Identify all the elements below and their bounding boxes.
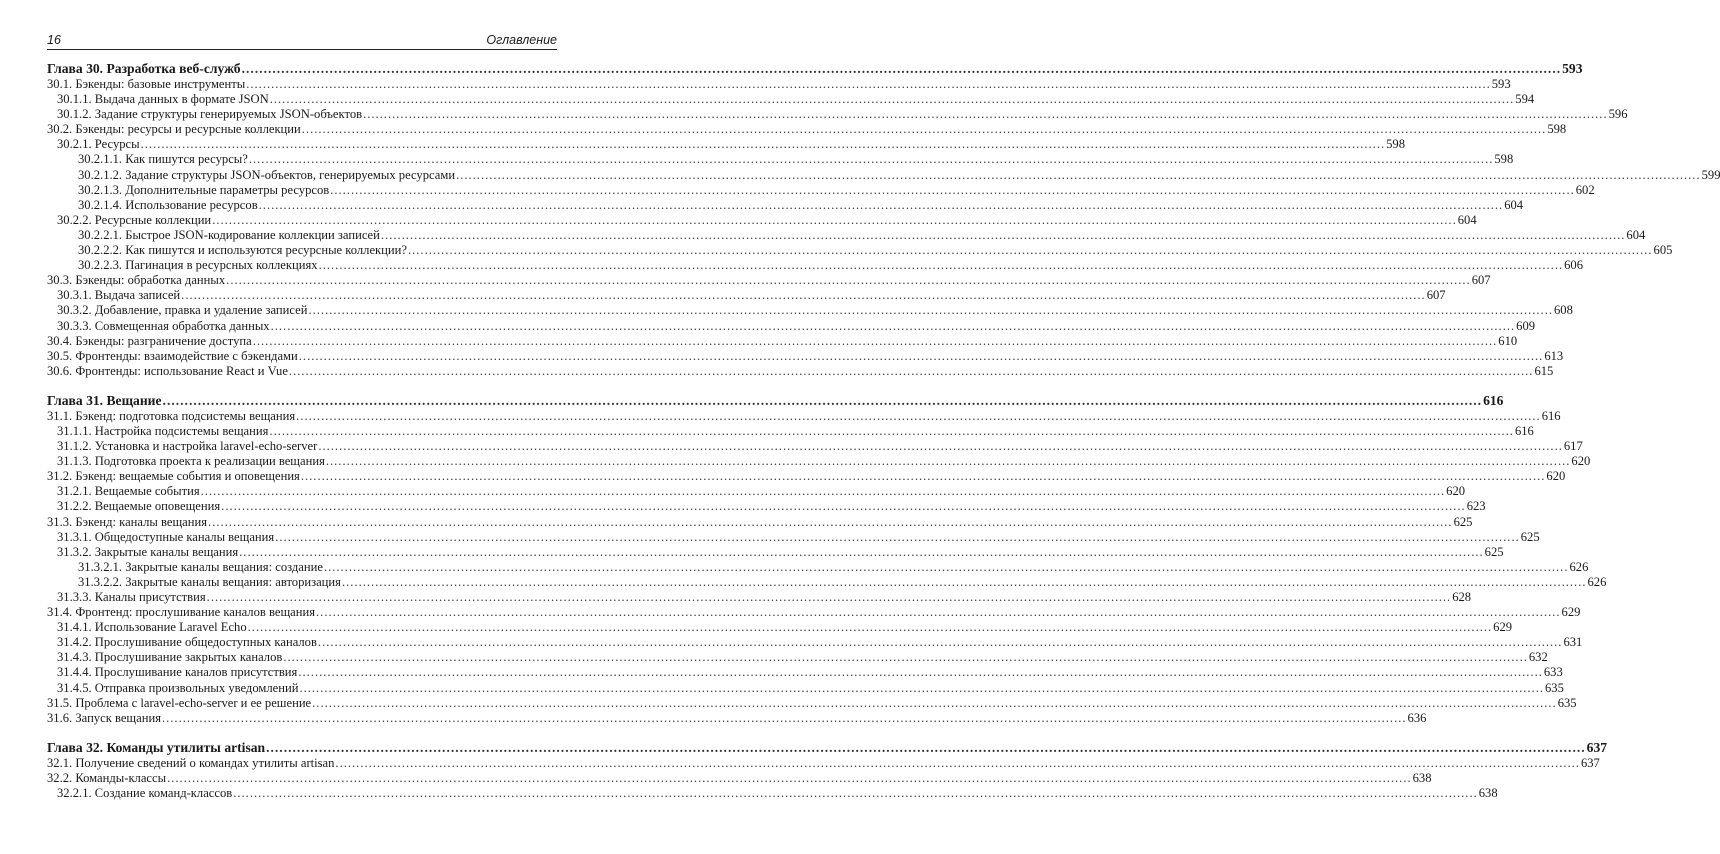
toc-entry-page: 632 [1528, 650, 1548, 665]
dot-leader: ............................................................................................................................................................................................................................................................................................................ [247, 620, 1493, 635]
toc-entry-title: 30.6. Фронтенды: использование React и Vue [47, 363, 288, 378]
toc-entry-title: 30.2.1. Ресурсы [57, 137, 140, 152]
toc-entry-page: 610 [1498, 333, 1518, 348]
toc-entry-page: 620 [1571, 454, 1591, 469]
dot-leader: ............................................................................................................................................................................................................................................................................................................ [298, 665, 1543, 680]
toc-entry[interactable] [47, 303, 1573, 318]
dot-leader: ............................................................................................................................................................................................................................................................................................................ [206, 590, 1452, 604]
toc-entry-page: 604 [1457, 212, 1477, 227]
toc-entry-title: 31.6. Запуск вещания [47, 710, 161, 725]
toc-entry-page: 620 [1446, 484, 1466, 499]
toc-entry-page: 605 [1653, 243, 1673, 258]
toc-entry[interactable] [47, 243, 1673, 258]
toc-entry-title: 32.2.1. Создание команд-классов [57, 786, 233, 801]
toc-entry-page: 602 [1575, 182, 1595, 197]
dot-leader: ............................................................................................................................................................................................................................................................................................................ [241, 61, 1562, 76]
toc-entry-page: 608 [1554, 303, 1573, 318]
toc-entry[interactable] [47, 514, 1473, 530]
toc-entry-page: 620 [1546, 469, 1566, 484]
toc-entry-title: 32.2. Команды-классы [47, 770, 167, 785]
toc-entry-title: 30.2.2.2. Как пишутся и используются ресурсные коллекции? [78, 243, 407, 258]
toc-entry-page: 633 [1543, 665, 1563, 680]
toc-entry-page: 615 [1534, 363, 1554, 378]
toc-entry-page: 607 [1471, 273, 1491, 288]
toc-entry[interactable] [47, 469, 1566, 484]
toc-entry[interactable] [47, 348, 1564, 364]
toc-entry-page: 638 [1412, 770, 1432, 785]
toc-entry-page: 616 [1483, 392, 1504, 408]
toc-entry[interactable] [47, 288, 1446, 303]
toc-entry-title: 31.5. Проблема с laravel-echo-server и ее решение [47, 695, 312, 710]
toc-entry-page: 598 [1494, 152, 1514, 167]
toc-entry-title: 30.3.1. Выдача записей [57, 288, 181, 303]
toc-entry[interactable] [47, 559, 1589, 575]
dot-leader: ............................................................................................................................................................................................................................................................................................................ [270, 318, 1516, 333]
toc-entry[interactable] [47, 152, 1514, 167]
toc-entry-title: 31.4.2. Прослушивание общедоступных каналов [57, 635, 317, 650]
toc-entry-title: 31.3.2.2. Закрытые каналы вещания: авторизация [78, 574, 341, 589]
toc-entry-title: 30.1. Бэкенды: базовые инструменты [47, 77, 246, 91]
dot-leader: ............................................................................................................................................................................................................................................................................................................ [325, 454, 1571, 469]
toc-entry-title: 31.3.1. Общедоступные каналы вещания [57, 529, 275, 544]
toc-entry[interactable] [47, 439, 1583, 454]
toc-entry[interactable] [47, 137, 1406, 152]
toc-entry-page: 604 [1504, 197, 1524, 212]
dot-leader: ............................................................................................................................................................................................................................................................................................................ [308, 303, 1553, 318]
toc-entry-page: 606 [1564, 258, 1583, 273]
toc-entry-title: 32.1. Получение сведений о командах утилиты artisan [47, 755, 335, 770]
toc-entry[interactable] [47, 167, 1720, 183]
toc-entry-page: 635 [1557, 695, 1577, 710]
page-number: 16 [47, 33, 61, 47]
dot-leader: ............................................................................................................................................................................................................................................................................................................ [317, 635, 1563, 650]
toc-entry-page: 594 [1515, 92, 1535, 107]
toc-entry-title: 31.4.3. Прослушивание закрытых каналов [57, 650, 283, 665]
toc-entry-title: 31.1. Бэкенд: подготовка подсистемы вещания [47, 408, 296, 423]
toc-entry-title: Глава 32. Команды утилиты artisan [47, 739, 266, 755]
dot-leader: ............................................................................................................................................................................................................................................................................................................ [298, 348, 1544, 363]
toc-entry[interactable] [47, 107, 1628, 122]
dot-leader: ............................................................................................................................................................................................................................................................................................................ [456, 167, 1701, 182]
toc-entry[interactable] [47, 363, 1554, 379]
toc-entry-title: 31.4.4. Прослушивание каналов присутствия [57, 665, 298, 680]
toc-entry-title: 31.3. Бэкенд: каналы вещания [47, 514, 208, 529]
toc-chapter-entry[interactable] [47, 392, 1504, 409]
toc-entry-page: 607 [1426, 288, 1446, 303]
toc-entry-page: 598 [1547, 122, 1567, 137]
toc-entry[interactable] [47, 786, 1498, 801]
dot-leader: ............................................................................................................................................................................................................................................................................................................ [318, 439, 1563, 454]
toc-entry-page: 596 [1608, 107, 1628, 122]
dot-leader: ............................................................................................................................................................................................................................................................................................................ [275, 529, 1520, 544]
toc-entry[interactable] [47, 755, 1600, 771]
dot-leader: ............................................................................................................................................................................................................................................................................................................ [248, 152, 1494, 167]
toc-entry[interactable] [47, 212, 1477, 228]
dot-leader: ............................................................................................................................................................................................................................................................................................................ [167, 770, 1412, 785]
toc-entry[interactable] [47, 273, 1491, 288]
toc-entry-title: 31.3.2. Закрытые каналы вещания [57, 544, 239, 559]
toc-entry-page: 598 [1386, 137, 1406, 152]
dot-leader: ............................................................................................................................................................................................................................................................................................................ [246, 77, 1491, 91]
toc-entry-title: 31.1.3. Подготовка проекта к реализации вещания [57, 454, 325, 469]
toc-entry-title: 30.3. Бэкенды: обработка данных [47, 273, 226, 288]
toc-entry-page: 637 [1586, 739, 1608, 755]
toc-entry-page: 629 [1561, 605, 1581, 620]
dot-leader: ............................................................................................................................................................................................................................................................................................................ [140, 137, 1386, 152]
toc-entry[interactable] [47, 92, 1535, 107]
dot-leader: ............................................................................................................................................................................................................................................................................................................ [335, 755, 1580, 770]
toc-entry[interactable] [47, 408, 1561, 424]
dot-leader: ............................................................................................................................................................................................................................................................................................................ [288, 363, 1534, 378]
dot-leader: ............................................................................................................................................................................................................................................................................................................ [233, 786, 1478, 801]
toc-entry[interactable] [47, 574, 1607, 590]
dot-leader: ............................................................................................................................................................................................................................................................................................................ [239, 544, 1484, 559]
dot-leader: ............................................................................................................................................................................................................................................................................................................ [162, 392, 1483, 408]
toc-entry-title: 31.1.2. Установка и настройка laravel-echo-server [57, 439, 318, 454]
dot-leader: ............................................................................................................................................................................................................................................................................................................ [269, 423, 1514, 438]
toc-entry[interactable] [47, 544, 1504, 560]
toc-entry-title: 30.3.2. Добавление, правка и удаление записей [57, 303, 308, 318]
toc-entry[interactable] [47, 484, 1466, 499]
toc-entry-page: 625 [1484, 544, 1504, 559]
toc-entry-page: 609 [1516, 318, 1536, 333]
toc-entry-title: 31.2.1. Вещаемые события [57, 484, 200, 499]
toc-entry-title: 30.1.2. Задание структуры генерируемых JSON-объектов [57, 107, 363, 122]
toc-entry[interactable] [47, 695, 1577, 711]
toc-entry[interactable] [47, 258, 1583, 273]
toc-entry-page: 599 [1701, 167, 1720, 182]
dot-leader: ............................................................................................................................................................................................................................................................................................................ [363, 107, 1608, 122]
toc-entry-title: 31.1.1. Настройка подсистемы вещания [57, 423, 269, 438]
toc-entry-title: 30.2.1.4. Использование ресурсов [78, 197, 258, 212]
dot-leader: ............................................................................................................................................................................................................................................................................................................ [301, 122, 1547, 137]
toc-entry[interactable] [47, 605, 1581, 620]
dot-leader: ............................................................................................................................................................................................................................................................................................................ [181, 288, 1426, 303]
toc-entry-title: 31.3.2.1. Закрытые каналы вещания: создание [78, 559, 323, 574]
toc-entry[interactable] [47, 650, 1548, 665]
toc-entry-title: 30.2.1.2. Задание структуры JSON-объектов, генерируемых ресурсами [78, 167, 456, 182]
dot-leader: ............................................................................................................................................................................................................................................................................................................ [380, 227, 1626, 242]
toc-entry-page: 616 [1514, 423, 1534, 438]
dot-leader: ............................................................................................................................................................................................................................................................................................................ [318, 258, 1564, 273]
toc-entry-title: Глава 31. Вещание [47, 392, 162, 408]
dot-leader: ............................................................................................................................................................................................................................................................................................................ [252, 333, 1498, 348]
toc-entry-title: 30.1.1. Выдача данных в формате JSON [57, 92, 269, 107]
toc-entry[interactable] [47, 680, 1564, 696]
toc-entry-page: 617 [1563, 439, 1583, 454]
toc-chapter-entry[interactable] [47, 60, 1583, 77]
toc-entry-title: 31.2. Бэкенд: вещаемые события и оповещения [47, 469, 300, 484]
dot-leader: ............................................................................................................................................................................................................................................................................................................ [296, 408, 1541, 423]
dot-leader: ............................................................................................................................................................................................................................................................................................................ [323, 559, 1569, 574]
dot-leader: ............................................................................................................................................................................................................................................................................................................ [312, 695, 1557, 710]
toc-entry-title: 31.4.5. Отправка произвольных уведомлений [57, 680, 299, 695]
toc-entry-page: 626 [1587, 574, 1607, 589]
dot-leader: ............................................................................................................................................................................................................................................................................................................ [208, 514, 1453, 529]
toc-entry-title: 30.2.2. Ресурсные коллекции [57, 212, 212, 227]
page-header [47, 29, 557, 50]
dot-leader: ............................................................................................................................................................................................................................................................................................................ [283, 650, 1528, 665]
toc-entry-page: 631 [1563, 635, 1583, 650]
toc-entry-title: Глава 30. Разработка веб-служб [47, 61, 241, 76]
toc-entry-title: 31.4. Фронтенд: прослушивание каналов вещания [47, 605, 316, 620]
toc-entry[interactable] [47, 454, 1591, 469]
toc-entry[interactable] [47, 710, 1427, 726]
toc-entry[interactable] [47, 197, 1524, 213]
toc-entry[interactable] [47, 770, 1432, 786]
toc-entry-title: 30.2.1.3. Дополнительные параметры ресурсов [78, 182, 330, 197]
dot-leader: ............................................................................................................................................................................................................................................................................................................ [221, 499, 1466, 514]
dot-leader: ............................................................................................................................................................................................................................................................................................................ [299, 680, 1544, 695]
toc-entry[interactable] [47, 182, 1595, 198]
toc-entry[interactable] [47, 635, 1583, 650]
dot-leader: ............................................................................................................................................................................................................................................................................................................ [300, 469, 1546, 484]
toc-entry-title: 30.3.3. Совмещенная обработка данных [57, 318, 270, 333]
toc-entry[interactable] [47, 122, 1567, 137]
toc-entry-page: 616 [1541, 408, 1561, 423]
toc-entry-title: 30.2.2.3. Пагинация в ресурсных коллекциях [78, 258, 318, 273]
toc-entry-title: 31.3.3. Каналы присутствия [57, 590, 206, 604]
dot-leader: ............................................................................................................................................................................................................................................................................................................ [316, 605, 1561, 620]
table-of-contents [47, 60, 1720, 801]
toc-entry-title: 31.2.2. Вещаемые оповещения [57, 499, 221, 514]
dot-leader: ............................................................................................................................................................................................................................................................................................................ [258, 197, 1504, 212]
toc-entry-page: 628 [1452, 590, 1472, 604]
toc-entry-title: 30.2.2.1. Быстрое JSON-кодирование коллекции записей [78, 227, 380, 242]
toc-entry[interactable] [47, 529, 1540, 545]
toc-entry[interactable] [47, 227, 1646, 243]
dot-leader: ............................................................................................................................................................................................................................................................................................................ [407, 243, 1653, 258]
toc-entry-page: 604 [1626, 227, 1646, 242]
dot-leader: ............................................................................................................................................................................................................................................................................................................ [226, 273, 1471, 288]
dot-leader: ............................................................................................................................................................................................................................................................................................................ [330, 182, 1575, 197]
toc-entry-page: 635 [1544, 680, 1564, 695]
dot-leader: ............................................................................................................................................................................................................................................................................................................ [269, 92, 1515, 107]
toc-entry-page: 629 [1493, 620, 1513, 635]
toc-entry-page: 625 [1520, 529, 1540, 544]
toc-entry-page: 626 [1569, 559, 1589, 574]
toc-entry[interactable] [47, 499, 1486, 514]
dot-leader: ............................................................................................................................................................................................................................................................................................................ [341, 574, 1587, 589]
toc-entry-title: 30.4. Бэкенды: разграничение доступа [47, 333, 252, 348]
toc-entry[interactable] [47, 665, 1563, 680]
toc-entry-page: 625 [1453, 514, 1473, 529]
dot-leader: ............................................................................................................................................................................................................................................................................................................ [200, 484, 1446, 499]
dot-leader: ............................................................................................................................................................................................................................................................................................................ [266, 739, 1586, 755]
running-title: Оглавление [486, 33, 557, 47]
toc-entry-page: 593 [1562, 61, 1583, 76]
toc-entry[interactable] [47, 620, 1513, 635]
toc-entry-page: 623 [1466, 499, 1486, 514]
dot-leader: ............................................................................................................................................................................................................................................................................................................ [212, 212, 1457, 227]
toc-entry-page: 593 [1491, 77, 1511, 91]
toc-entry[interactable] [47, 318, 1536, 334]
toc-entry-title: 30.2.1.1. Как пишутся ресурсы? [78, 152, 248, 167]
toc-entry-page: 637 [1580, 755, 1600, 770]
toc-chapter-entry[interactable] [47, 739, 1608, 756]
toc-entry-title: 30.2. Бэкенды: ресурсы и ресурсные коллекции [47, 122, 301, 137]
toc-entry-page: 638 [1478, 786, 1498, 801]
toc-entry[interactable] [47, 423, 1534, 439]
toc-entry[interactable] [47, 77, 1511, 92]
toc-entry-title: 30.5. Фронтенды: взаимодействие с бэкендами [47, 348, 298, 363]
toc-entry-page: 636 [1407, 710, 1427, 725]
toc-entry-title: 31.4.1. Использование Laravel Echo [57, 620, 247, 635]
dot-leader: ............................................................................................................................................................................................................................................................................................................ [161, 710, 1407, 725]
toc-entry[interactable] [47, 590, 1472, 605]
toc-entry-page: 613 [1544, 348, 1564, 363]
toc-entry[interactable] [47, 333, 1518, 349]
